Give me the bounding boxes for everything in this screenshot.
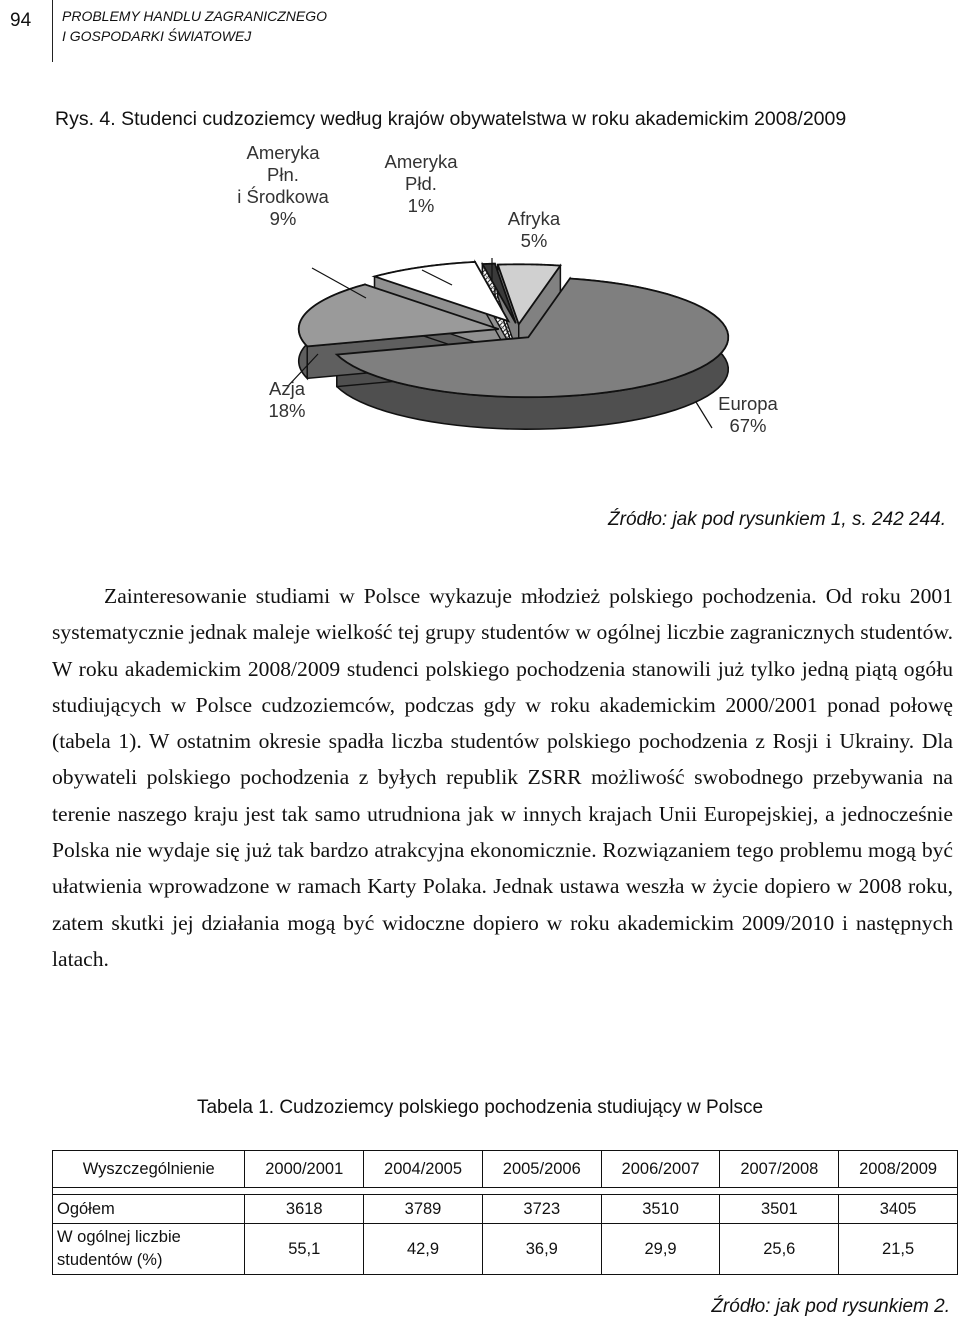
table-cell: 3405 — [839, 1195, 958, 1224]
table-cell: 21,5 — [839, 1224, 958, 1275]
table-spacer-row — [53, 1188, 958, 1195]
running-head-line-1: PROBLEMY HANDLU ZAGRANICZNEGO — [62, 8, 328, 24]
table-header-cell: 2006/2007 — [601, 1151, 720, 1188]
pie-leader-line — [696, 402, 712, 428]
pie-slice-label-line: Ameryka — [246, 142, 320, 163]
table-header-cell: 2007/2008 — [720, 1151, 839, 1188]
table-cell: 3723 — [482, 1195, 601, 1224]
table-row-label-line: W ogólnej liczbie — [57, 1228, 181, 1246]
data-table — [52, 1150, 958, 1275]
pie-chart — [0, 142, 960, 480]
pie-slice-label — [508, 208, 561, 251]
table-cell: 36,9 — [482, 1224, 601, 1275]
header-divider — [52, 0, 53, 62]
table-caption: Tabela 1. Cudzoziemcy polskiego pochodzenia studiujący w Polsce — [196, 1097, 764, 1118]
pie-slice-label-line: Afryka — [507, 208, 561, 229]
pie-slice-label-line: Ameryka — [384, 151, 458, 172]
table-row-label: Ogółem — [53, 1195, 245, 1224]
pie-slice-label-line: i Środkowa — [237, 186, 329, 207]
pie-slice-label — [268, 378, 305, 421]
table-header-cell: 2005/2006 — [482, 1151, 601, 1188]
body-text — [52, 578, 953, 977]
pie-slice-label-line: 67% — [729, 415, 767, 436]
pie-slice-label-line: 5% — [520, 230, 548, 251]
table-cell: 3618 — [245, 1195, 364, 1224]
figure-caption: Rys. 4. Studenci cudzoziemcy według krajów obywatelstwa w roku akademickim 2008/2009 — [55, 108, 847, 130]
table-spacer-cell — [53, 1188, 958, 1195]
pie-slice-label-line: 1% — [407, 195, 435, 216]
pie-slice-label — [385, 151, 459, 216]
pie-slice-label — [237, 142, 329, 229]
table-cell: 3501 — [720, 1195, 839, 1224]
table-row — [53, 1224, 958, 1275]
table-header-cell: Wyszczególnienie — [53, 1151, 245, 1188]
table-row-label-line: studentów (%) — [57, 1251, 163, 1269]
table-source: Źródło: jak pod rysunkiem 2. — [711, 1296, 950, 1317]
table-cell: 55,1 — [245, 1224, 364, 1275]
body-paragraph: Zainteresowanie studiami w Polsce wykazuje młodzież polskiego pochodzenia. Od roku 2001 systematycznie jednak maleje wielkość tej grupy studentów w ogólnej liczbie zagranicznych studentów. W roku akademickim 2008/2009 studenci polskiego pochodzenia stanowili już tylko jedną piątą ogółu studiujących w Polsce cudzoziemców, podczas gdy w roku akademickim 2000/2001 ponad połowę (tabela 1). W ostatnim okresie spadła liczba studentów polskiego pochodzenia z Rosji i Ukrainy. Dla obywateli polskiego pochodzenia z byłych republik ZSRR możliwość swobodnego przebywania na terenie naszego kraju jest tak samo utrudniona jak w innych krajach Unii Europejskiej, a jednocześnie Polska nie wydaje się już tak bardzo atrakcyjna ekonomicznie. Rozwiązaniem tego problemu mogą być ułatwienia wprowadzone w ramach Karty Polaka. Jednak ustawa weszła w życie dopiero w 2008 roku, zatem skutki jej działania mogą być widoczne dopiero w roku akademickim 2009/2010 i następnych latach. — [52, 584, 953, 971]
table-row — [53, 1195, 958, 1224]
pie-slice-label-line: Płn. — [267, 164, 299, 185]
pie-slice-label-line: Europa — [718, 393, 778, 414]
pie-slice-label-line: 9% — [269, 208, 297, 229]
running-head — [62, 6, 327, 46]
table-header-cell: 2004/2005 — [364, 1151, 483, 1188]
table-cell: 29,9 — [601, 1224, 720, 1275]
table-cell: 3510 — [601, 1195, 720, 1224]
table-cell: 25,6 — [720, 1224, 839, 1275]
pie-slice-label-line: Azja — [269, 378, 305, 399]
table-cell: 42,9 — [364, 1224, 483, 1275]
table-row-label — [53, 1224, 245, 1275]
table-header-cell: 2000/2001 — [245, 1151, 364, 1188]
figure-source: Źródło: jak pod rysunkiem 1, s. 242 244. — [608, 509, 946, 530]
running-head-line-2: I GOSPODARKI ŚWIATOWEJ — [62, 28, 252, 44]
pie-slice-label-line: 18% — [268, 400, 306, 421]
pie-slice-label-line: Płd. — [405, 173, 437, 194]
table-cell: 3789 — [364, 1195, 483, 1224]
table-header-cell: 2008/2009 — [839, 1151, 958, 1188]
pie-slice-label — [718, 393, 778, 436]
page-number: 94 — [10, 10, 32, 31]
table-header-row — [53, 1151, 958, 1188]
